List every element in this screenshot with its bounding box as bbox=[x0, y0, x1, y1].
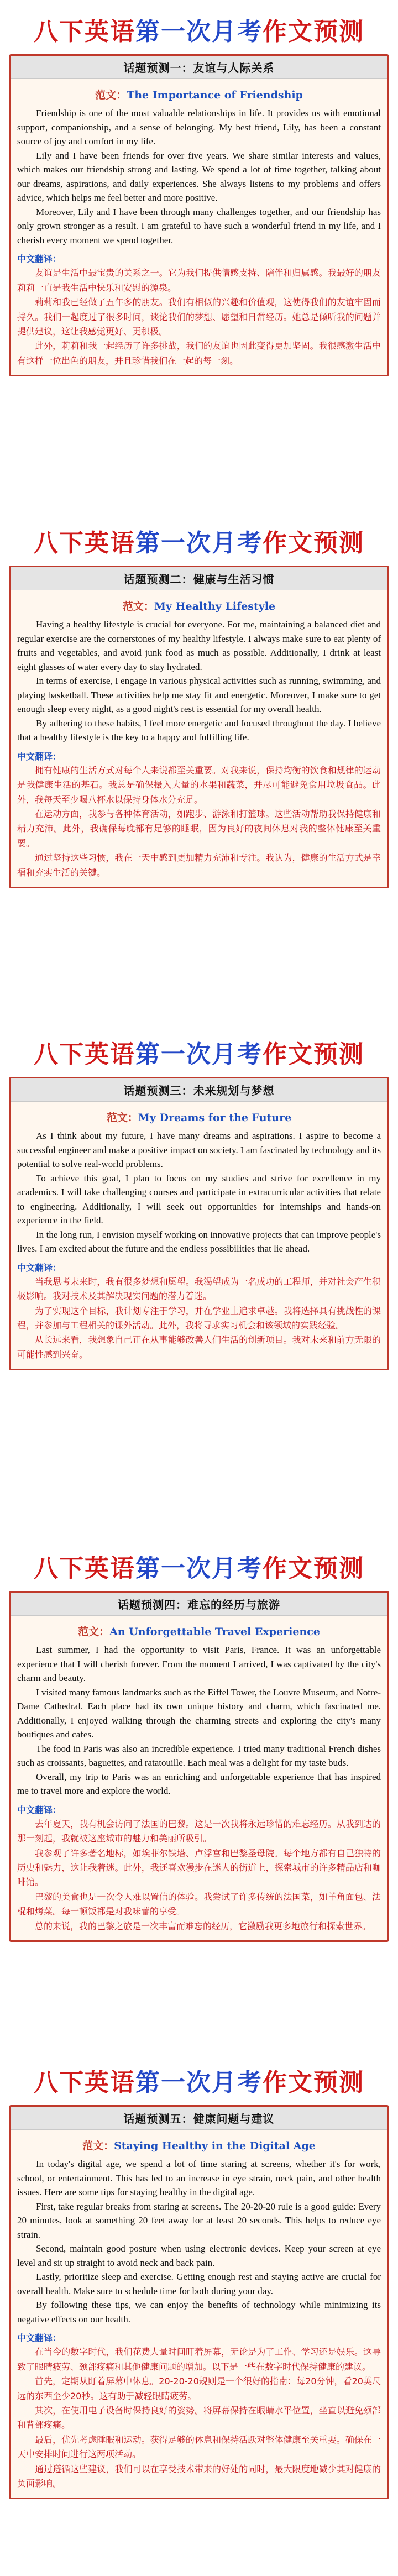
english-paragraph: I visited many famous landmarks such as the Eiffel Tower, the Louvre Museum, and Notre-Dame Cathedral. Each place had its own unique history and charm, which fascinated me. Additionally, I enjoyed walking through the charming streets and exploring the city's many boutiques and cafes. bbox=[17, 1687, 381, 1740]
sample-label: 范文： bbox=[95, 89, 127, 102]
section-heading bbox=[0, 0, 398, 54]
english-paragraph: As I think about my future, I have many dreams and aspirations. I aspire to become a successful engineer and make a positive impact on society. I am fascinated by technology and its potential to solve real-world problems. bbox=[17, 1130, 381, 1170]
essay-body bbox=[11, 590, 387, 887]
section-heading bbox=[0, 511, 398, 566]
english-paragraph: Second, maintain good posture when using electronic devices. Keep your screen at eye level and sit up straight to avoid neck and back pain. bbox=[17, 2243, 381, 2268]
english-paragraph: The food in Paris was also an incredible experience. I tried many traditional French dishes such as croissants, baguettes, and ratatouille. Each meal was a delight for my taste buds. bbox=[17, 1743, 381, 1768]
sample-label: 范文： bbox=[82, 2140, 114, 2153]
essay-title bbox=[17, 1624, 381, 1638]
essay-body bbox=[11, 2130, 387, 2498]
heading-part: 八下英语 bbox=[34, 529, 135, 557]
translation-label: 中文翻译： bbox=[17, 254, 62, 265]
chinese-paragraph: 为了实现这个目标，我计划专注于学习，并在学业上追求卓越。我将选择具有挑战性的课程，并参加与工程相关的课外活动。此外，我将寻求实习机会和该领域的实践经验。 bbox=[17, 1305, 381, 1331]
essay-body bbox=[11, 79, 387, 375]
chinese-paragraph: 我参观了许多著名地标，如埃菲尔铁塔、卢浮宫和巴黎圣母院。每个地方都有自己独特的历史和魅力，这让我着迷。此外，我还喜欢漫步在迷人的街道上，探索城市的许多精品店和咖啡馆。 bbox=[17, 1847, 381, 1888]
topic-label: 话题预测一：友谊与人际关系 bbox=[11, 56, 387, 79]
english-paragraph: Last summer, I had the opportunity to visit Paris, France. It was an unforgettable experience that I will cherish forever. From the moment I arrived, I was captivated by the city's charm and beauty. bbox=[17, 1645, 381, 1684]
essay-card bbox=[9, 566, 389, 888]
essay-body bbox=[11, 1616, 387, 1940]
heading-part: 作文预测 bbox=[263, 2069, 364, 2097]
heading-part: 作文预测 bbox=[263, 1554, 364, 1583]
chinese-paragraph: 去年夏天，我有机会访问了法国的巴黎。这是一次我将永远珍惜的难忘经历。从我到达的那一刻起，我就被这座城市的魅力和美丽所吸引。 bbox=[17, 1818, 381, 1844]
heading-part: 第一次月考 bbox=[135, 1554, 263, 1583]
prediction-section-5 bbox=[0, 2051, 398, 2576]
sample-label: 范文： bbox=[122, 600, 154, 613]
english-paragraph: Lastly, prioritize sleep and exercise. Getting enough rest and staying active are crucial for overall health. Make sure to schedule time for both during your day. bbox=[17, 2271, 381, 2296]
english-paragraph: Friendship is one of the most valuable relationships in life. It provides us with emotional support, companionship, and a sense of belonging. My best friend, Lily, has been a constant source of joy and comfort in my life. bbox=[17, 108, 381, 147]
translation-label: 中文翻译： bbox=[17, 751, 62, 762]
chinese-translation bbox=[17, 1275, 381, 1362]
chinese-paragraph: 巴黎的美食也是一次令人难以置信的体验。我尝试了许多传统的法国菜，如羊角面包、法棍和烤菜。每一顿饭都是对我味蕾的享受。 bbox=[17, 1891, 381, 1917]
topic-label: 话题预测五：健康问题与建议 bbox=[11, 2107, 387, 2130]
chinese-paragraph: 莉莉和我已经做了五年多的朋友。我们有相似的兴趣和价值观，这使得我们的友谊牢固而持久。我们一起度过了很多时间，谈论我们的梦想、愿望和日常经历。她总是倾听我的问题并提供建议，这让我感觉更好、更积极。 bbox=[17, 297, 381, 337]
english-paragraph: In terms of exercise, I engage in various physical activities such as running, swimming, and playing basketball. These activities help me stay fit and energetic. Moreover, I make sure to get enough sleep every night, as a good night's rest is essential for my overall health. bbox=[17, 676, 381, 715]
english-essay bbox=[17, 1129, 381, 1256]
prediction-section-3 bbox=[0, 1023, 398, 1537]
essay-card bbox=[9, 1591, 389, 1942]
english-paragraph: Overall, my trip to Paris was an enriching and unforgettable experience that has inspired me to travel more and explore the world. bbox=[17, 1771, 381, 1797]
heading-part: 第一次月考 bbox=[135, 529, 263, 557]
english-essay bbox=[17, 617, 381, 745]
sample-title: The Importance of Friendship bbox=[127, 89, 303, 102]
essay-card bbox=[9, 1077, 389, 1370]
english-paragraph: Having a healthy lifestyle is crucial for everyone. For me, maintaining a balanced diet and regular exercise are the cornerstones of my healthy lifestyle. I always make sure to eat plenty of fruits and vegetables, and avoid junk food as much as possible. Additionally, I drink at least eight glasses of water every day to stay hydrated. bbox=[17, 619, 381, 672]
section-heading bbox=[0, 2051, 398, 2105]
topic-label: 话题预测二：健康与生活习惯 bbox=[11, 567, 387, 590]
heading-part: 八下英语 bbox=[34, 1554, 135, 1583]
english-paragraph: Moreover, Lily and I have been through many challenges together, and our friendship has only grown stronger as a result. I am grateful to have such a wonderful friend in my life, and I cherish every moment we spend together. bbox=[17, 206, 381, 245]
chinese-paragraph: 通过坚持这些习惯，我在一天中感到更加精力充沛和专注。我认为，健康的生活方式是幸福和充实生活的关键。 bbox=[17, 852, 381, 878]
sample-title: My Dreams for the Future bbox=[138, 1112, 292, 1124]
essay-card bbox=[9, 54, 389, 376]
prediction-section-2 bbox=[0, 511, 398, 1023]
chinese-translation bbox=[17, 266, 381, 368]
chinese-paragraph: 此外，莉莉和我一起经历了许多挑战，我们的友谊也因此变得更加坚固。我很感激生活中有这样一位出色的朋友，并且珍惜我们在一起的每一刻。 bbox=[17, 341, 381, 366]
heading-part: 第一次月考 bbox=[135, 2069, 263, 2097]
sample-title: An Unforgettable Travel Experience bbox=[109, 1626, 320, 1638]
essay-title bbox=[17, 87, 381, 102]
essay-body bbox=[11, 1102, 387, 1369]
topic-label: 话题预测三：未来规划与梦想 bbox=[11, 1078, 387, 1102]
chinese-paragraph: 当我思考未来时，我有很多梦想和愿望。我渴望成为一名成功的工程师，并对社会产生积极影响。我对技术及其解决现实问题的潜力着迷。 bbox=[17, 1276, 381, 1302]
chinese-paragraph: 在当今的数字时代，我们花费大量时间盯着屏幕，无论是为了工作、学习还是娱乐。这导致了眼睛疲劳、颈部疼痛和其他健康问题的增加。以下是一些在数字时代保持健康的建议。 bbox=[17, 2347, 381, 2372]
heading-part: 八下英语 bbox=[34, 1040, 135, 1069]
english-paragraph: By following these tips, we can enjoy the benefits of technology while minimizing its negative effects on our health. bbox=[17, 2300, 381, 2324]
chinese-paragraph: 友谊是生活中最宝贵的关系之一。它为我们提供情感支持、陪伴和归属感。我最好的朋友莉莉一直是我生活中快乐和安慰的源泉。 bbox=[17, 268, 381, 293]
heading-part: 八下英语 bbox=[34, 2069, 135, 2097]
english-essay bbox=[17, 1643, 381, 1798]
english-paragraph: First, take regular breaks from staring at screens. The 20-20-20 rule is a good guide: Every 20 minutes, look at something 20 feet away for at least 20 seconds. This helps to reduce eye strain. bbox=[17, 2201, 381, 2240]
english-essay bbox=[17, 2157, 381, 2326]
sample-title: My Healthy Lifestyle bbox=[154, 600, 276, 613]
prediction-section-4 bbox=[0, 1537, 398, 2051]
chinese-paragraph: 其次，在使用电子设备时保持良好的姿势。将屏幕保持在眼睛水平位置，坐直以避免颈部和背部疼痛。 bbox=[17, 2405, 381, 2431]
topic-label: 话题预测四：难忘的经历与旅游 bbox=[11, 1593, 387, 1616]
translation-label: 中文翻译： bbox=[17, 1262, 62, 1273]
english-essay bbox=[17, 106, 381, 247]
english-paragraph: Lily and I have been friends for over five years. We share similar interests and values, which makes our friendship strong and lasting. We spend a lot of time together, talking about our dreams, aspirations, and daily experiences. She always listens to my problems and offers advice, which helps me feel better and more positive. bbox=[17, 150, 381, 203]
chinese-paragraph: 通过遵循这些建议，我们可以在享受技术带来的好处的同时，最大限度地减少其对健康的负面影响。 bbox=[17, 2463, 381, 2489]
chinese-paragraph: 在运动方面，我参与各种体育活动，如跑步、游泳和打篮球。这些活动帮助我保持健康和精力充沛。此外，我确保每晚都有足够的睡眠，因为良好的夜间休息对我的整体健康至关重要。 bbox=[17, 809, 381, 849]
heading-part: 作文预测 bbox=[263, 18, 364, 46]
english-paragraph: In the long run, I envision myself working on innovative projects that can improve people's lives. I am excited about the future and the endless possibilities that lie ahead. bbox=[17, 1229, 381, 1254]
chinese-paragraph: 首先，定期从盯着屏幕中休息。20-20-20规则是一个很好的指南：每20分钟，看20英尺远的东西至少20秒。这有助于减轻眼睛疲劳。 bbox=[17, 2376, 381, 2401]
section-heading bbox=[0, 1023, 398, 1077]
translation-label: 中文翻译： bbox=[17, 2333, 62, 2344]
essay-card bbox=[9, 2105, 389, 2499]
english-paragraph: By adhering to these habits, I feel more energetic and focused throughout the day. I believe that a healthy lifestyle is the key to a happy and fulfilling life. bbox=[17, 718, 381, 743]
heading-part: 八下英语 bbox=[34, 18, 135, 46]
sample-label: 范文： bbox=[106, 1112, 138, 1124]
chinese-paragraph: 最后，优先考虑睡眠和运动。获得足够的休息和保持活跃对整体健康至关重要。确保在一天中安排时间进行这两项活动。 bbox=[17, 2434, 381, 2460]
essay-title bbox=[17, 2138, 381, 2153]
chinese-translation bbox=[17, 1817, 381, 1934]
sample-label: 范文： bbox=[78, 1626, 110, 1638]
essay-title bbox=[17, 598, 381, 613]
chinese-translation bbox=[17, 2345, 381, 2491]
chinese-paragraph: 拥有健康的生活方式对每个人来说都至关重要。对我来说，保持均衡的饮食和规律的运动是我健康生活的基石。我总是确保摄入大量的水果和蔬菜，并尽可能避免食用垃圾食品。此外，我每天至少喝八杯水以保持身体水分充足。 bbox=[17, 765, 381, 805]
heading-part: 第一次月考 bbox=[135, 18, 263, 46]
prediction-section-1 bbox=[0, 0, 398, 511]
chinese-paragraph: 从长远来看，我想象自己正在从事能够改善人们生活的创新项目。我对未来和前方无限的可能性感到兴奋。 bbox=[17, 1334, 381, 1360]
english-paragraph: In today's digital age, we spend a lot of time staring at screens, whether it's for work, school, or entertainment. This has led to an increase in eye strain, neck pain, and other health issues. Here are some tips for staying healthy in the digital age. bbox=[17, 2159, 381, 2198]
section-heading bbox=[0, 1537, 398, 1591]
english-paragraph: To achieve this goal, I plan to focus on my studies and strive for excellence in my academics. I will take challenging courses and participate in extracurricular activities that relate to engineering. Additionally, I will seek out opportunities for internships and hands-on experience in the field. bbox=[17, 1172, 381, 1226]
translation-label: 中文翻译： bbox=[17, 1804, 62, 1815]
chinese-paragraph: 总的来说，我的巴黎之旅是一次丰富而难忘的经历，它激励我更多地旅行和探索世界。 bbox=[35, 1920, 371, 1931]
sample-title: Staying Healthy in the Digital Age bbox=[114, 2140, 316, 2153]
heading-part: 第一次月考 bbox=[135, 1040, 263, 1069]
chinese-translation bbox=[17, 763, 381, 880]
heading-part: 作文预测 bbox=[263, 529, 364, 557]
heading-part: 作文预测 bbox=[263, 1040, 364, 1069]
essay-title bbox=[17, 1109, 381, 1124]
